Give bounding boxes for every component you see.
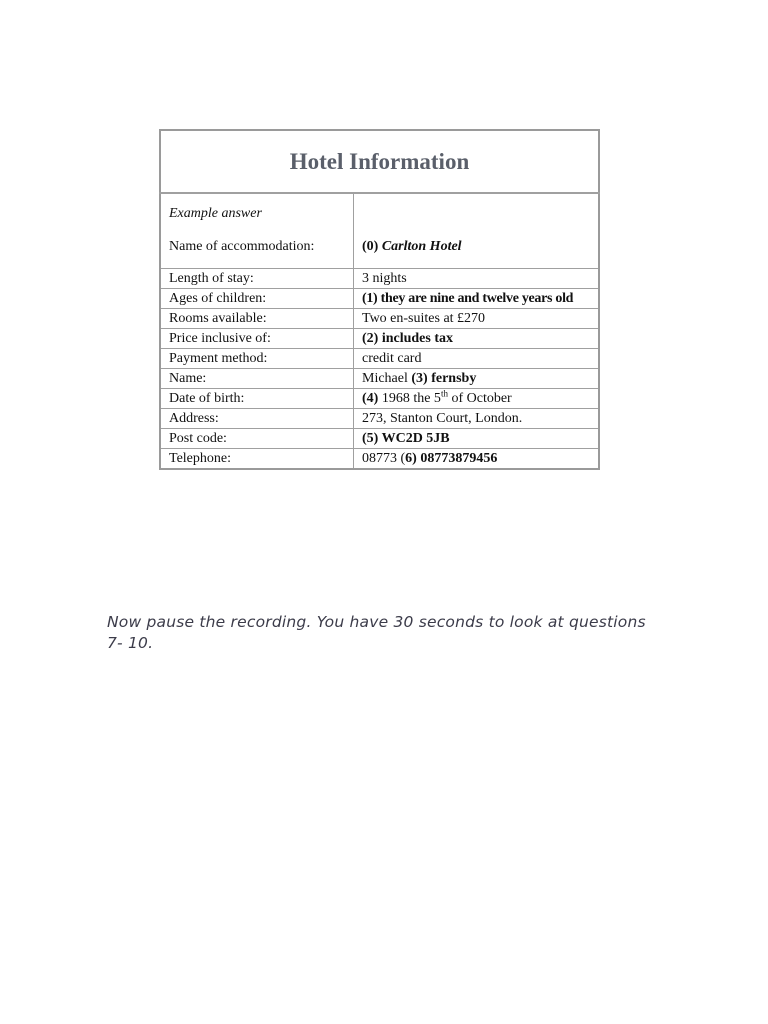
example-row: [160, 193, 599, 269]
row-label: Name:: [160, 369, 354, 389]
row-answer-cell: [354, 429, 600, 449]
question-number: (3): [411, 371, 428, 386]
date-text: 1968 the 5: [381, 391, 441, 406]
date-text-after: of October: [451, 391, 512, 406]
row-label: Rooms available:: [160, 309, 354, 329]
question-number: 6): [405, 451, 417, 466]
answer-prefix: 08773 (: [362, 451, 406, 466]
table-row: [160, 289, 599, 309]
title-row: [160, 130, 599, 193]
answer-text: WC2D 5JB: [381, 431, 450, 446]
hotel-information-table: [159, 129, 600, 470]
ordinal-superscript: th: [440, 388, 448, 399]
row-answer-cell: [354, 389, 600, 409]
example-label-cell: [160, 193, 354, 269]
row-label: Length of stay:: [160, 269, 354, 289]
question-number: (1): [362, 291, 378, 306]
row-answer-cell: [354, 329, 600, 349]
example-heading: Example answer: [169, 206, 262, 221]
row-label: Ages of children:: [160, 289, 354, 309]
example-number: (0): [362, 239, 379, 254]
answer-text: they are nine and twelve years old: [380, 291, 574, 306]
table-row: [160, 269, 599, 289]
table-row: [160, 449, 599, 470]
table-row: [160, 409, 599, 429]
row-answer-cell: [354, 369, 600, 389]
example-answer: Carlton Hotel: [381, 239, 462, 254]
recording-instructions: Now pause the recording. You have 30 seconds to look at questions 7- 10.: [107, 613, 646, 652]
table-row: [160, 369, 599, 389]
question-number: (4): [362, 391, 379, 406]
row-value: credit card: [354, 349, 600, 369]
row-value: 3 nights: [354, 269, 600, 289]
example-value-cell: [354, 193, 600, 269]
row-label: Post code:: [160, 429, 354, 449]
table-row: [160, 309, 599, 329]
answer-text: 08773879456: [420, 451, 498, 466]
answer-prefix: Michael: [362, 371, 408, 386]
table-row: [160, 349, 599, 369]
table-row: [160, 389, 599, 409]
question-number: (2): [362, 331, 379, 346]
table-title: Hotel Information: [160, 130, 599, 193]
table-row: [160, 329, 599, 349]
row-value: Two en-suites at £270: [354, 309, 600, 329]
answer-text: includes tax: [381, 331, 454, 346]
row-label: Payment method:: [160, 349, 354, 369]
example-field-label: Name of accommodation:: [169, 239, 315, 254]
row-answer-cell: [354, 449, 600, 470]
row-label: Telephone:: [160, 449, 354, 470]
question-number: (5): [362, 431, 379, 446]
row-value: 273, Stanton Court, London.: [354, 409, 600, 429]
row-label: Price inclusive of:: [160, 329, 354, 349]
answer-text: fernsby: [431, 371, 477, 386]
row-label: Date of birth:: [160, 389, 354, 409]
row-answer-cell: [354, 289, 600, 309]
table-row: [160, 429, 599, 449]
row-label: Address:: [160, 409, 354, 429]
